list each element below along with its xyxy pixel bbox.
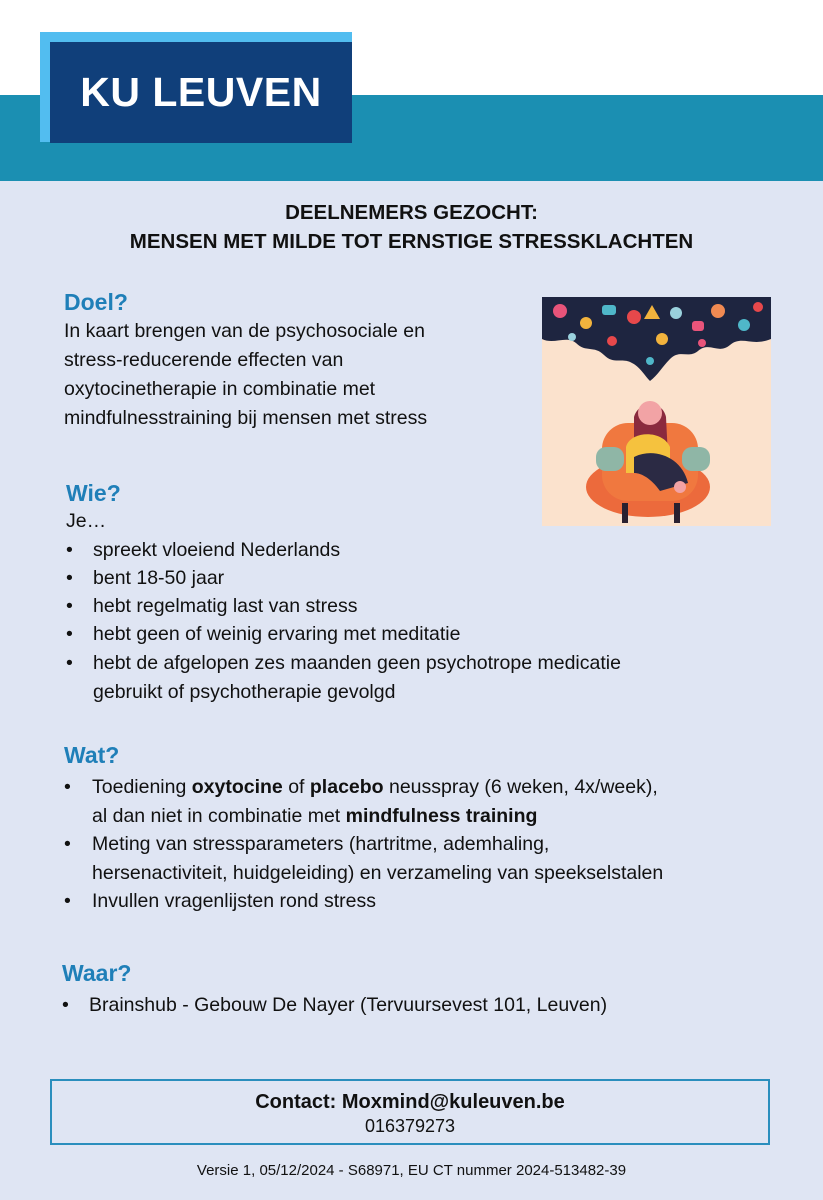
text-run-bold: placebo bbox=[309, 776, 384, 798]
doel-line: stress-reducerende effecten van bbox=[64, 349, 344, 371]
list-item bbox=[66, 649, 621, 706]
bullet-icon: • bbox=[66, 539, 73, 561]
list-item-text bbox=[64, 802, 658, 831]
bullet-icon: • bbox=[66, 595, 73, 617]
wat-heading: Wat? bbox=[64, 742, 120, 768]
wie-intro: Je… bbox=[66, 510, 107, 532]
waar-heading: Waar? bbox=[62, 960, 132, 986]
list-item-text: hebt geen of weinig ervaring met meditatie bbox=[93, 623, 461, 645]
doel-line: mindfulnesstraining bij mensen met stress bbox=[64, 407, 428, 429]
list-item bbox=[66, 564, 224, 593]
bullet-icon: • bbox=[66, 652, 73, 674]
list-item bbox=[64, 773, 658, 830]
bullet-icon: • bbox=[66, 567, 73, 589]
contact-box bbox=[50, 1079, 770, 1145]
wie-heading: Wie? bbox=[66, 480, 121, 506]
list-item-text: gebruikt of psychotherapie gevolgd bbox=[93, 680, 396, 703]
text-run: of bbox=[282, 776, 310, 798]
list-item bbox=[66, 536, 340, 565]
bullet-icon: • bbox=[62, 994, 69, 1016]
title-line-1: DEELNEMERS GEZOCHT: bbox=[285, 201, 538, 224]
list-item-text: Brainshub - Gebouw De Nayer (Tervuursevest 101, Leuven) bbox=[89, 994, 608, 1016]
version-footer: Versie 1, 05/12/2024 - S68971, EU CT nummer 2024-513482-39 bbox=[196, 1162, 627, 1179]
contact-email-link[interactable]: Moxmind@kuleuven.be bbox=[341, 1091, 565, 1113]
contact-line bbox=[52, 1091, 768, 1114]
list-item-text: bent 18-50 jaar bbox=[93, 567, 225, 589]
list-item bbox=[66, 620, 460, 649]
ku-leuven-logo bbox=[50, 42, 352, 143]
contact-phone[interactable]: 016379273 bbox=[364, 1116, 456, 1136]
bullet-icon: • bbox=[64, 890, 71, 912]
text-run-bold: mindfulness training bbox=[345, 804, 538, 827]
text-run-bold: oxytocine bbox=[191, 776, 283, 798]
list-item bbox=[64, 830, 663, 887]
list-item bbox=[62, 991, 607, 1020]
text-run: neusspray (6 weken, 4x/week), bbox=[383, 776, 658, 798]
list-item bbox=[66, 592, 357, 621]
list-item-text: Meting van stressparameters (hartritme, ademhaling, bbox=[92, 833, 550, 855]
text-run: Toediening bbox=[92, 776, 192, 798]
title-line-2: MENSEN MET MILDE TOT ERNSTIGE STRESSKLACHTEN bbox=[129, 230, 694, 253]
list-item-text: hebt regelmatig last van stress bbox=[93, 595, 358, 617]
text-run: al dan niet in combinatie met bbox=[92, 804, 346, 827]
bullet-icon: • bbox=[64, 776, 71, 798]
doel-line: In kaart brengen van de psychosociale en bbox=[64, 320, 425, 342]
stressed-woman-illustration bbox=[542, 297, 771, 526]
bullet-icon: • bbox=[64, 833, 71, 855]
doel-heading: Doel? bbox=[64, 289, 128, 315]
list-item-text: hersenactiviteit, huidgeleiding) en verzameling van speekselstalen bbox=[92, 861, 664, 884]
list-item-text bbox=[64, 773, 658, 802]
doel-text bbox=[64, 317, 427, 433]
list-item-text: hebt de afgelopen zes maanden geen psychotrope medicatie bbox=[93, 652, 621, 674]
stressed-woman-icon bbox=[542, 297, 771, 526]
list-item bbox=[64, 887, 376, 916]
doel-line: oxytocinetherapie in combinatie met bbox=[64, 378, 376, 400]
logo-text: KU LEUVEN bbox=[80, 69, 322, 115]
bullet-icon: • bbox=[66, 623, 73, 645]
list-item-text: spreekt vloeiend Nederlands bbox=[93, 539, 341, 561]
list-item-text: Invullen vragenlijsten rond stress bbox=[92, 890, 376, 912]
contact-label: Contact: bbox=[255, 1091, 342, 1113]
